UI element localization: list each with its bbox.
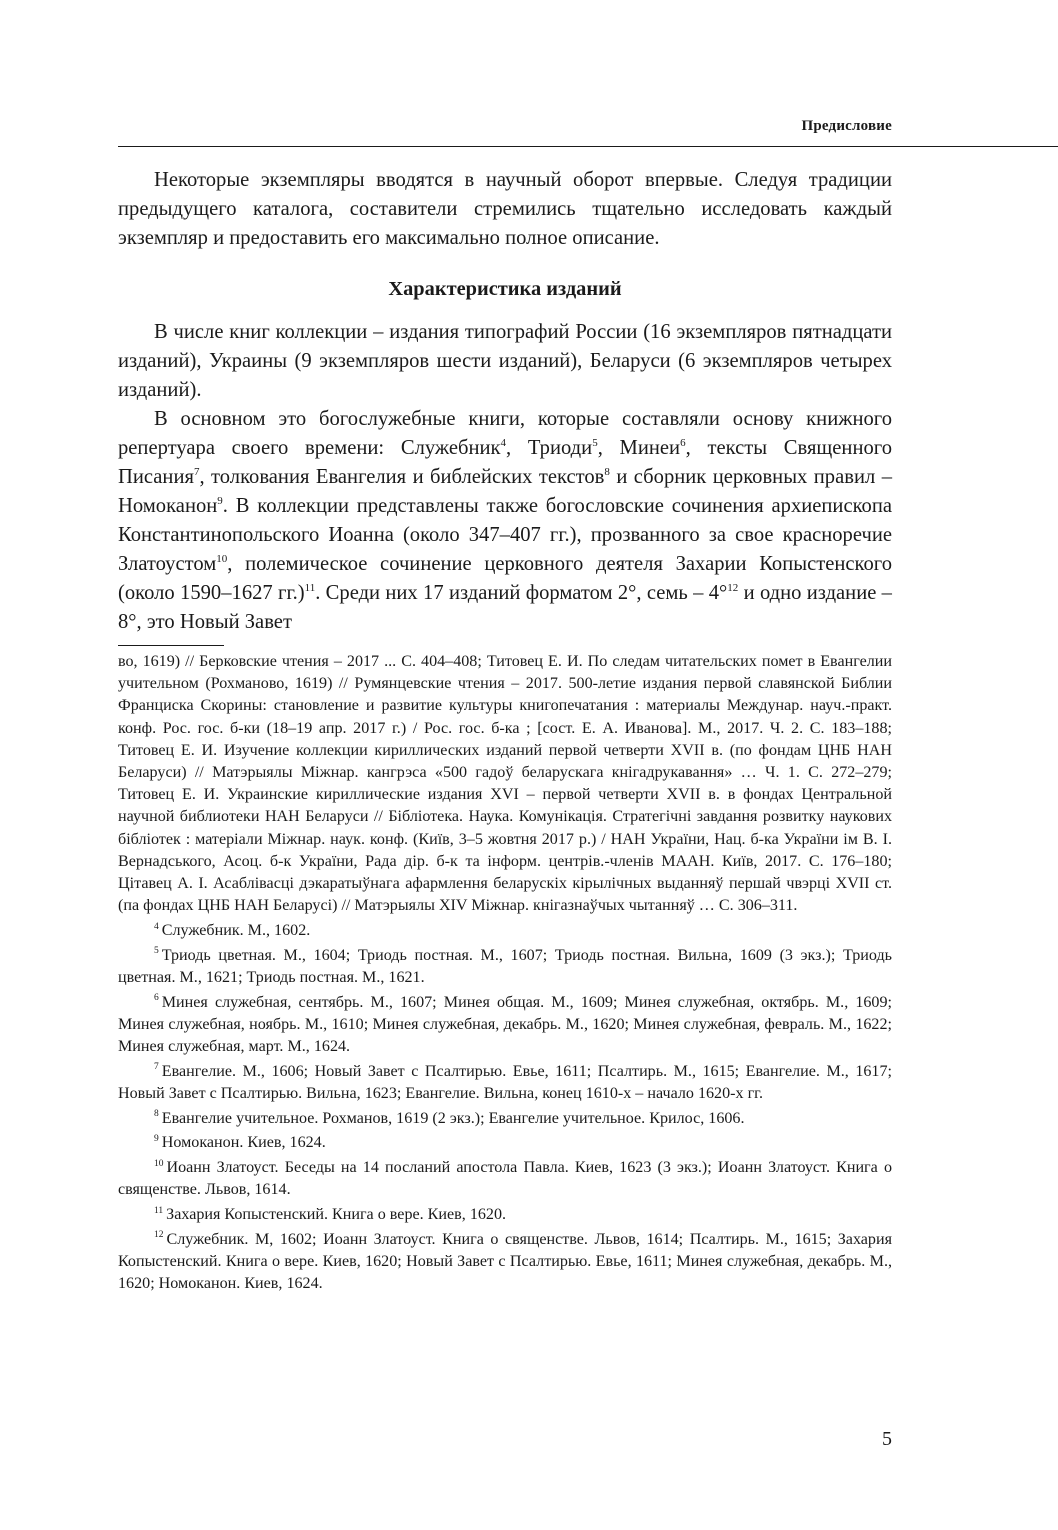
text-run: , Минеи xyxy=(597,437,681,459)
paragraph-collection: В числе книг коллекции – издания типографий России (16 экземпляров пятнадцати изданий), Украины (9 экземпляров шести изданий), Беларуси (6 экземпляров четырех изданий). xyxy=(118,321,892,401)
text-run: и одно издание – 8°, это Новый Завет xyxy=(118,582,892,633)
page-number: 5 xyxy=(882,1428,892,1450)
footnote-ref-6[interactable]: 6 xyxy=(680,437,686,450)
footnote-number: 7 xyxy=(154,1062,159,1073)
text-run: . Среди них 17 изданий форматом 2°, семь – 4° xyxy=(315,582,728,604)
footnote-text: Номоканон. Киев, 1624. xyxy=(161,1134,326,1152)
footnote-text: Иоанн Златоуст. Беседы на 14 посланий апостола Павла. Киев, 1623 (3 экз.); Иоанн Златоуст. Книга о священстве. Львов, 1614. xyxy=(118,1158,892,1199)
paragraph-intro: Некоторые экземпляры вводятся в научный оборот впервые. Следуя традиции предыдущего каталога, составители стремились тщательно исследовать каждый экземпляр и предоставить его максимально полное описание. xyxy=(118,169,892,249)
footnote-number: 12 xyxy=(154,1230,164,1241)
footnote-text: Евангелие. М., 1606; Новый Завет с Псалтирью. Евье, 1611; Псалтирь. М., 1615; Евангелие. М., 1617; Новый Завет с Псалтирью. Вильна, 1623; Евангелие. Вильна, конец 1610-х – начало 1620-х гг. xyxy=(118,1062,892,1102)
footnotes xyxy=(118,651,892,1298)
text-run: , тексты Священного Писания xyxy=(118,437,892,488)
footnote-11 xyxy=(118,1204,892,1226)
footnote-12 xyxy=(118,1229,892,1296)
footnote-text: Триодь цветная. М., 1604; Триодь постная. М., 1607; Триодь постная. Вильна, 1609 (3 экз.); Триодь цветная. М., 1621; Триодь постная. М., 1621. xyxy=(118,946,892,986)
text-run: , полемическое сочинение церковного деятеля Захарии Копыстенского (около 1590–1627 гг.) xyxy=(118,553,892,604)
footnote-number: 4 xyxy=(154,921,159,932)
header-rule xyxy=(118,146,1058,147)
footnote-ref-10[interactable]: 10 xyxy=(216,553,228,566)
footnote-8 xyxy=(118,1108,892,1130)
text-run: , Триоди xyxy=(506,437,593,459)
paragraph-content xyxy=(118,405,892,637)
footnote-5 xyxy=(118,945,892,989)
footnote-6 xyxy=(118,992,892,1059)
footnote-ref-7[interactable]: 7 xyxy=(193,466,200,479)
footnote-text: Служебник. М., 1602. xyxy=(161,921,311,939)
footnote-number: 8 xyxy=(154,1109,159,1120)
footnote-ref-5[interactable]: 5 xyxy=(592,437,598,450)
footnote-ref-8[interactable]: 8 xyxy=(604,466,610,479)
text-run: В основном это богослужебные книги, которые составляли основу книжного репертуара своего времени: Служебник xyxy=(118,408,892,459)
footnote-number: 11 xyxy=(154,1205,164,1216)
footnote-text: Захария Копыстенский. Книга о вере. Киев, 1620. xyxy=(166,1205,507,1223)
footnote-text: Евангелие учительное. Рохманов, 1619 (2 экз.); Евангелие учительное. Крилос, 1606. xyxy=(161,1109,745,1127)
section-heading: Характеристика изданий xyxy=(388,278,622,300)
footnote-rule xyxy=(118,645,224,646)
footnote-continued: во, 1619) // Берковские чтения – 2017 ... С. 404–408; Титовец Е. И. По следам читательских помет в Евангелии учительном (Рохманово, 1619) // Румянцевские чтения – 2017. 500-летие издания первой славянской Библии Франциска Скорины: становление и развитие культуры книгопечатания : материалы Междунар. науч.-практ. конф. Рос. гос. б-ки (18–19 апр. 2017 г.) / Рос. гос. б-ка ; [сост. Е. А. Иванова]. М., 2017. Ч. 2. С. 183–188; Титовец Е. И. Изучение коллекции кириллических изданий первой четверти XVII в. (по фондам ЦНБ НАН Беларуси) // Матэрыялы Міжнар. кангрэса «500 гадоў беларускага кнігадрукавання» … Ч. 1. С. 272–279; Титовец Е. И. Украинские кириллические издания XVI – первой четверти XVII в. в фондах Центральной научной библиотеки НАН Беларуси // Бібліотека. Наука. Комунікація. Стратегічні завдання розвитку наукових бібліотек : матеріали Міжнар. наук. конф. (Київ, 3–5 жовтня 2017 р.) / НАН України, Нац. б-ка України ім В. І. Вернадського, Асоц. б-к України, Рада дір. б-к та інформ. центрів.-членів МААН. Київ, 2017. С. 176–180; Цітавец А. І. Асаблівасці дэкаратыўнага афармлення беларускіх кірылічных выданняў першай чвэрці XVII ст. (па фондах ЦНБ НАН Беларусі) // Матэрыялы XIV Міжнар. кнігазнаўчых чытанняў … С. 306–311. xyxy=(118,653,892,915)
footnote-number: 10 xyxy=(154,1158,164,1169)
footnote-10 xyxy=(118,1157,892,1201)
footnote-7 xyxy=(118,1061,892,1105)
footnote-9 xyxy=(118,1132,892,1154)
footnote-text: Служебник. М, 1602; Иоанн Златоуст. Книга о священстве. Львов, 1614; Псалтирь. М., 1615; Захария Копыстенский. Книга о вере. Киев, 1620; Новый Завет с Псалтирью. Евье, 1611; Минея служебная, декабрь. М., 1620; Номоканон. Киев, 1624. xyxy=(118,1230,892,1292)
footnote-ref-9[interactable]: 9 xyxy=(217,495,223,508)
footnote-text: Минея служебная, сентябрь. М., 1607; Минея общая. М., 1609; Минея служебная, октябрь. М., 1609; Минея служебная, ноябрь. М., 1610; Минея служебная, декабрь. М., 1620; Минея служебная, февраль. М., 1622; Минея служебная, март. М., 1624. xyxy=(118,993,892,1055)
main-text xyxy=(118,166,892,637)
text-run: и сборник церковных правил – Номоканон xyxy=(118,466,892,517)
footnote-ref-12[interactable]: 12 xyxy=(727,582,739,595)
footnote-number: 5 xyxy=(154,946,159,957)
running-title: Предисловие xyxy=(801,118,892,134)
footnote-ref-4[interactable]: 4 xyxy=(500,437,506,450)
text-run: . В коллекции представлены также богословские сочинения архиепископа Константинопольского Иоанна (около 347–407 гг.), прозванного за свое красноречие Златоустом xyxy=(118,495,892,575)
footnote-4 xyxy=(118,920,892,942)
footnote-ref-11[interactable]: 11 xyxy=(304,582,316,595)
text-run: , толкования Евангелия и библейских текстов xyxy=(199,466,605,488)
footnote-number: 6 xyxy=(154,993,159,1004)
footnote-number: 9 xyxy=(154,1133,159,1144)
